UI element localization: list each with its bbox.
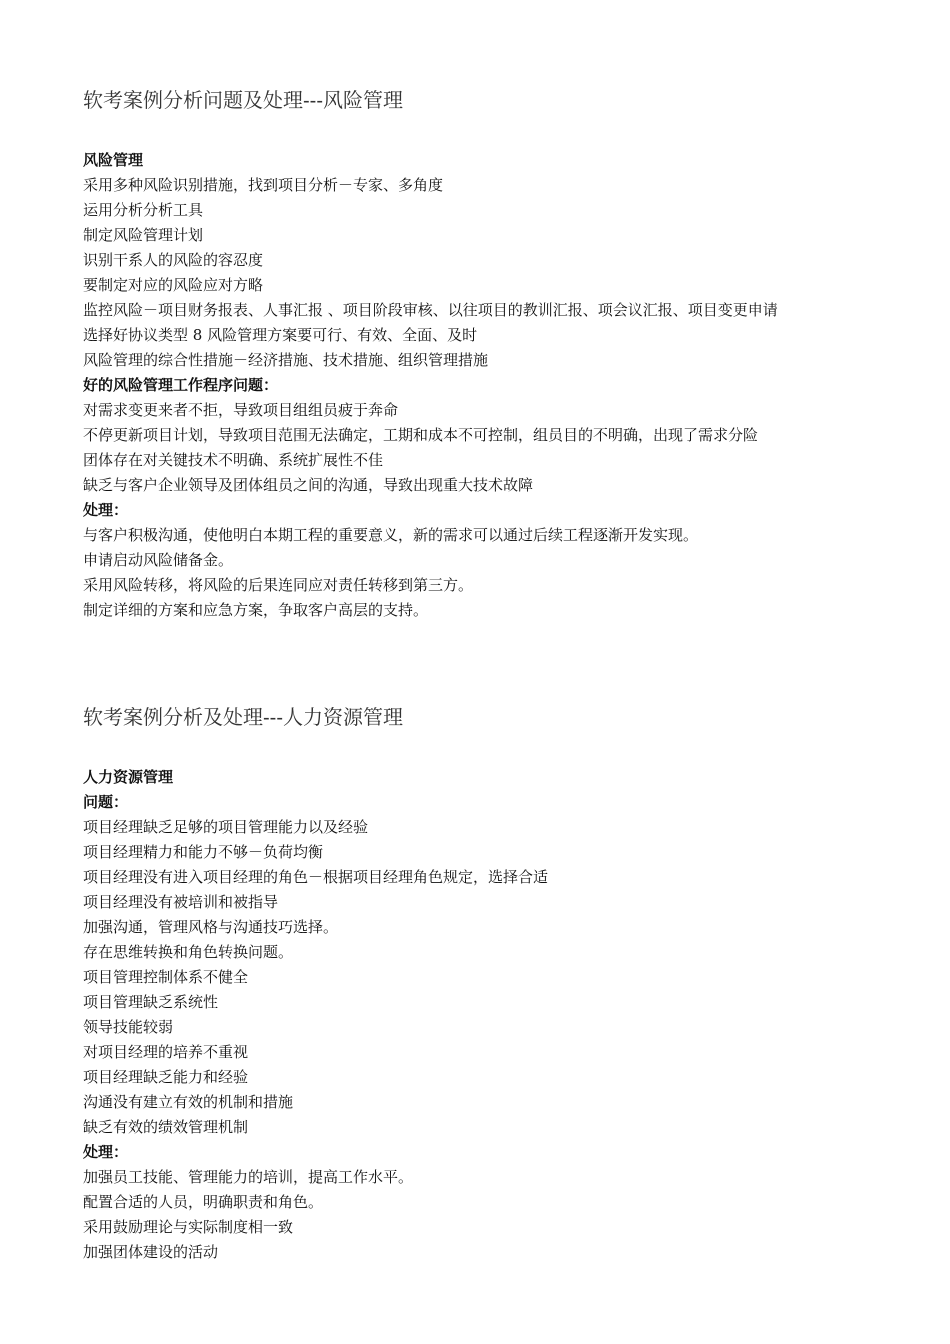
- text-line: 项目经理没有进入项目经理的角色－根据项目经理角色规定，选择合适: [83, 868, 549, 886]
- subheading: 处理：: [83, 1143, 129, 1161]
- text-line: 缺乏有效的绩效管理机制: [83, 1118, 249, 1136]
- text-line: 要制定对应的风险应对方略: [83, 276, 264, 294]
- text-line: 项目经理精力和能力不够－负荷均衡: [83, 843, 324, 861]
- text-line: 运用分析分析工具: [83, 201, 204, 219]
- text-line: 加强沟通，管理风格与沟通技巧选择。: [83, 918, 339, 936]
- text-line: 领导技能较弱: [83, 1018, 174, 1036]
- text-line: 监控风险－项目财务报表、人事汇报 、项目阶段审核、以往项目的教训汇报、项会议汇报、项目变更申请: [83, 301, 778, 319]
- section-body: [83, 765, 883, 1265]
- text-line: 缺乏与客户企业领导及团体组员之间的沟通，导致出现重大技术故障: [83, 476, 534, 494]
- text-line: 制定详细的方案和应急方案，争取客户高层的支持。: [83, 601, 429, 619]
- text-line: 项目管理控制体系不健全: [83, 968, 249, 986]
- text-line: 采用多种风险识别措施，找到项目分析－专家、多角度: [83, 176, 444, 194]
- text-line: 与客户积极沟通，使他明白本期工程的重要意义，新的需求可以通过后续工程逐渐开发实现。: [83, 526, 699, 544]
- text-line: 选择好协议类型 8 风险管理方案要可行、有效、全面、及时: [83, 326, 478, 344]
- section-title: 软考案例分析问题及处理---风险管理: [83, 90, 403, 112]
- subheading: 风险管理: [83, 151, 144, 169]
- subheading: 人力资源管理: [83, 768, 174, 786]
- subheading: 好的风险管理工作程序问题：: [83, 376, 279, 394]
- text-line: 加强员工技能、管理能力的培训，提高工作水平。: [83, 1168, 414, 1186]
- text-line: 加强团体建设的活动: [83, 1243, 219, 1261]
- text-line: 申请启动风险储备金。: [83, 551, 234, 569]
- section-risk-management: [83, 86, 883, 623]
- text-line: 团体存在对关键技术不明确、系统扩展性不佳: [83, 451, 384, 469]
- text-line: 风险管理的综合性措施－经济措施、技术措施、组织管理措施: [83, 351, 489, 369]
- text-line: 项目经理没有被培训和被指导: [83, 893, 279, 911]
- text-line: 制定风险管理计划: [83, 226, 204, 244]
- subheading: 处理：: [83, 501, 129, 519]
- text-line: 配置合适的人员，明确职责和角色。: [83, 1193, 324, 1211]
- section-human-resource-management: [83, 703, 883, 1265]
- text-line: 采用风险转移，将风险的后果连同应对责任转移到第三方。: [83, 576, 474, 594]
- text-line: 对项目经理的培养不重视: [83, 1043, 249, 1061]
- text-line: 项目管理缺乏系统性: [83, 993, 219, 1011]
- text-line: 存在思维转换和角色转换问题。: [83, 943, 294, 961]
- text-line: 不停更新项目计划，导致项目范围无法确定，工期和成本不可控制，组员目的不明确，出现了需求分险: [83, 426, 759, 444]
- text-line: 沟通没有建立有效的机制和措施: [83, 1093, 294, 1111]
- subheading: 问题：: [83, 793, 129, 811]
- section-body: [83, 148, 883, 623]
- text-line: 项目经理缺乏足够的项目管理能力以及经验: [83, 818, 369, 836]
- text-line: 项目经理缺乏能力和经验: [83, 1068, 249, 1086]
- section-title: 软考案例分析及处理---人力资源管理: [83, 707, 403, 729]
- text-line: 识别干系人的风险的容忍度: [83, 251, 264, 269]
- text-line: 对需求变更来者不拒，导致项目组组员疲于奔命: [83, 401, 399, 419]
- text-line: 采用鼓励理论与实际制度相一致: [83, 1218, 294, 1236]
